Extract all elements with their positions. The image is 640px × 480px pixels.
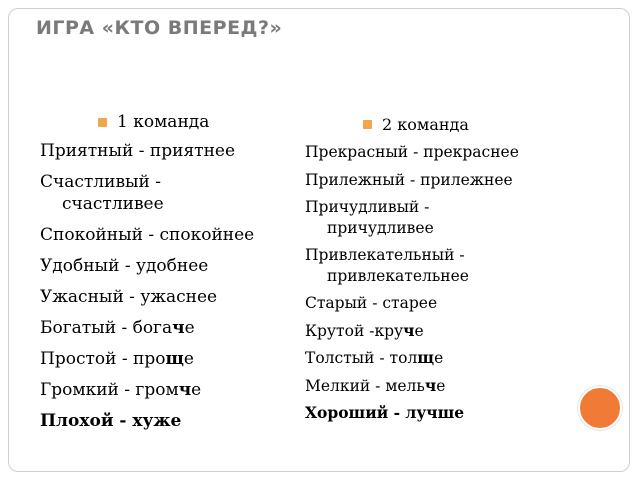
team2-header-label: 2 команда [382,115,469,134]
list-item: Прилежный - прилежнее [305,170,513,189]
team1-header [98,112,300,132]
list-item: Спокойный - спокойнее [40,225,255,245]
list-item: Прекрасный - прекраснее [305,143,519,161]
list-item: Крутой -круче [305,320,424,340]
list-item: Счастливый - счастливее [40,172,164,214]
list-item: Громкий - громче [40,380,202,400]
list-item: Привлекательный - привлекательнее [305,246,469,285]
list-item: Удобный - удобнее [40,256,209,276]
team1-column [40,112,300,441]
list-item: Хороший - лучше [305,403,465,422]
list-item: Приятный - приятнее [40,141,236,161]
bullet-icon [98,118,107,127]
list-item: Ужасный - ужаснее [40,287,218,307]
list-item: Толстый - толще [305,348,444,367]
list-item: Причудливый - причудливее [305,198,434,237]
bullet-icon [363,120,372,129]
team2-column [305,115,605,431]
list-item: Мелкий - мельче [305,375,446,395]
slide-title: ИГРА «КТО ВПЕРЕД?» [36,17,283,39]
team2-header [363,115,605,134]
list-item: Богатый - богаче [40,318,195,338]
orange-circle-icon [578,386,622,430]
team1-header-label: 1 команда [117,112,210,132]
list-item: Старый - старее [305,294,438,312]
list-item: Простой - проще [40,349,194,369]
list-item: Плохой - хуже [40,411,182,431]
